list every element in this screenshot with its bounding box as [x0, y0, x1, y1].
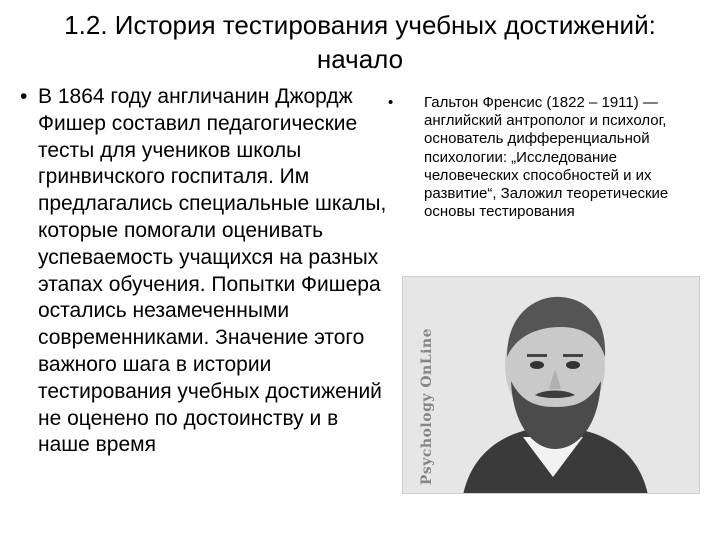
portrait-illustration: [403, 277, 700, 494]
slide-title-line2: начало: [316, 44, 404, 74]
bullet-marker: •: [388, 94, 394, 111]
photo-watermark: Psychology OnLine: [419, 327, 435, 485]
slide-title: [20, 8, 700, 76]
portrait-photo: [402, 276, 700, 494]
side-bullet-text: Гальтон Френсис (1822 – 1911) — английский антрополог и психолог, основатель дифференциальной психологии: „Исследование человеческих способностей и их развитие“, Заложил теоретические основы тестирования: [424, 94, 669, 221]
bullet-marker: •: [20, 85, 28, 108]
slide-title-line1: 1.2. История тестирования учебных достижений:: [64, 10, 656, 40]
main-bullet: [20, 84, 392, 459]
side-bullet: [388, 94, 708, 221]
main-bullet-text: В 1864 году англичанин Джордж Фишер составил педагогические тесты для учеников школы гринвичского госпиталя. Им предлагались специальные шкалы, которые помогали оценивать успеваемость учащихся на разных этапах обучения. Попытки Фишера остались незамеченными современниками. Значение этого важного шага в истории тестирования учебных достижений не оценено по достоинству и в наше время: [38, 85, 387, 457]
